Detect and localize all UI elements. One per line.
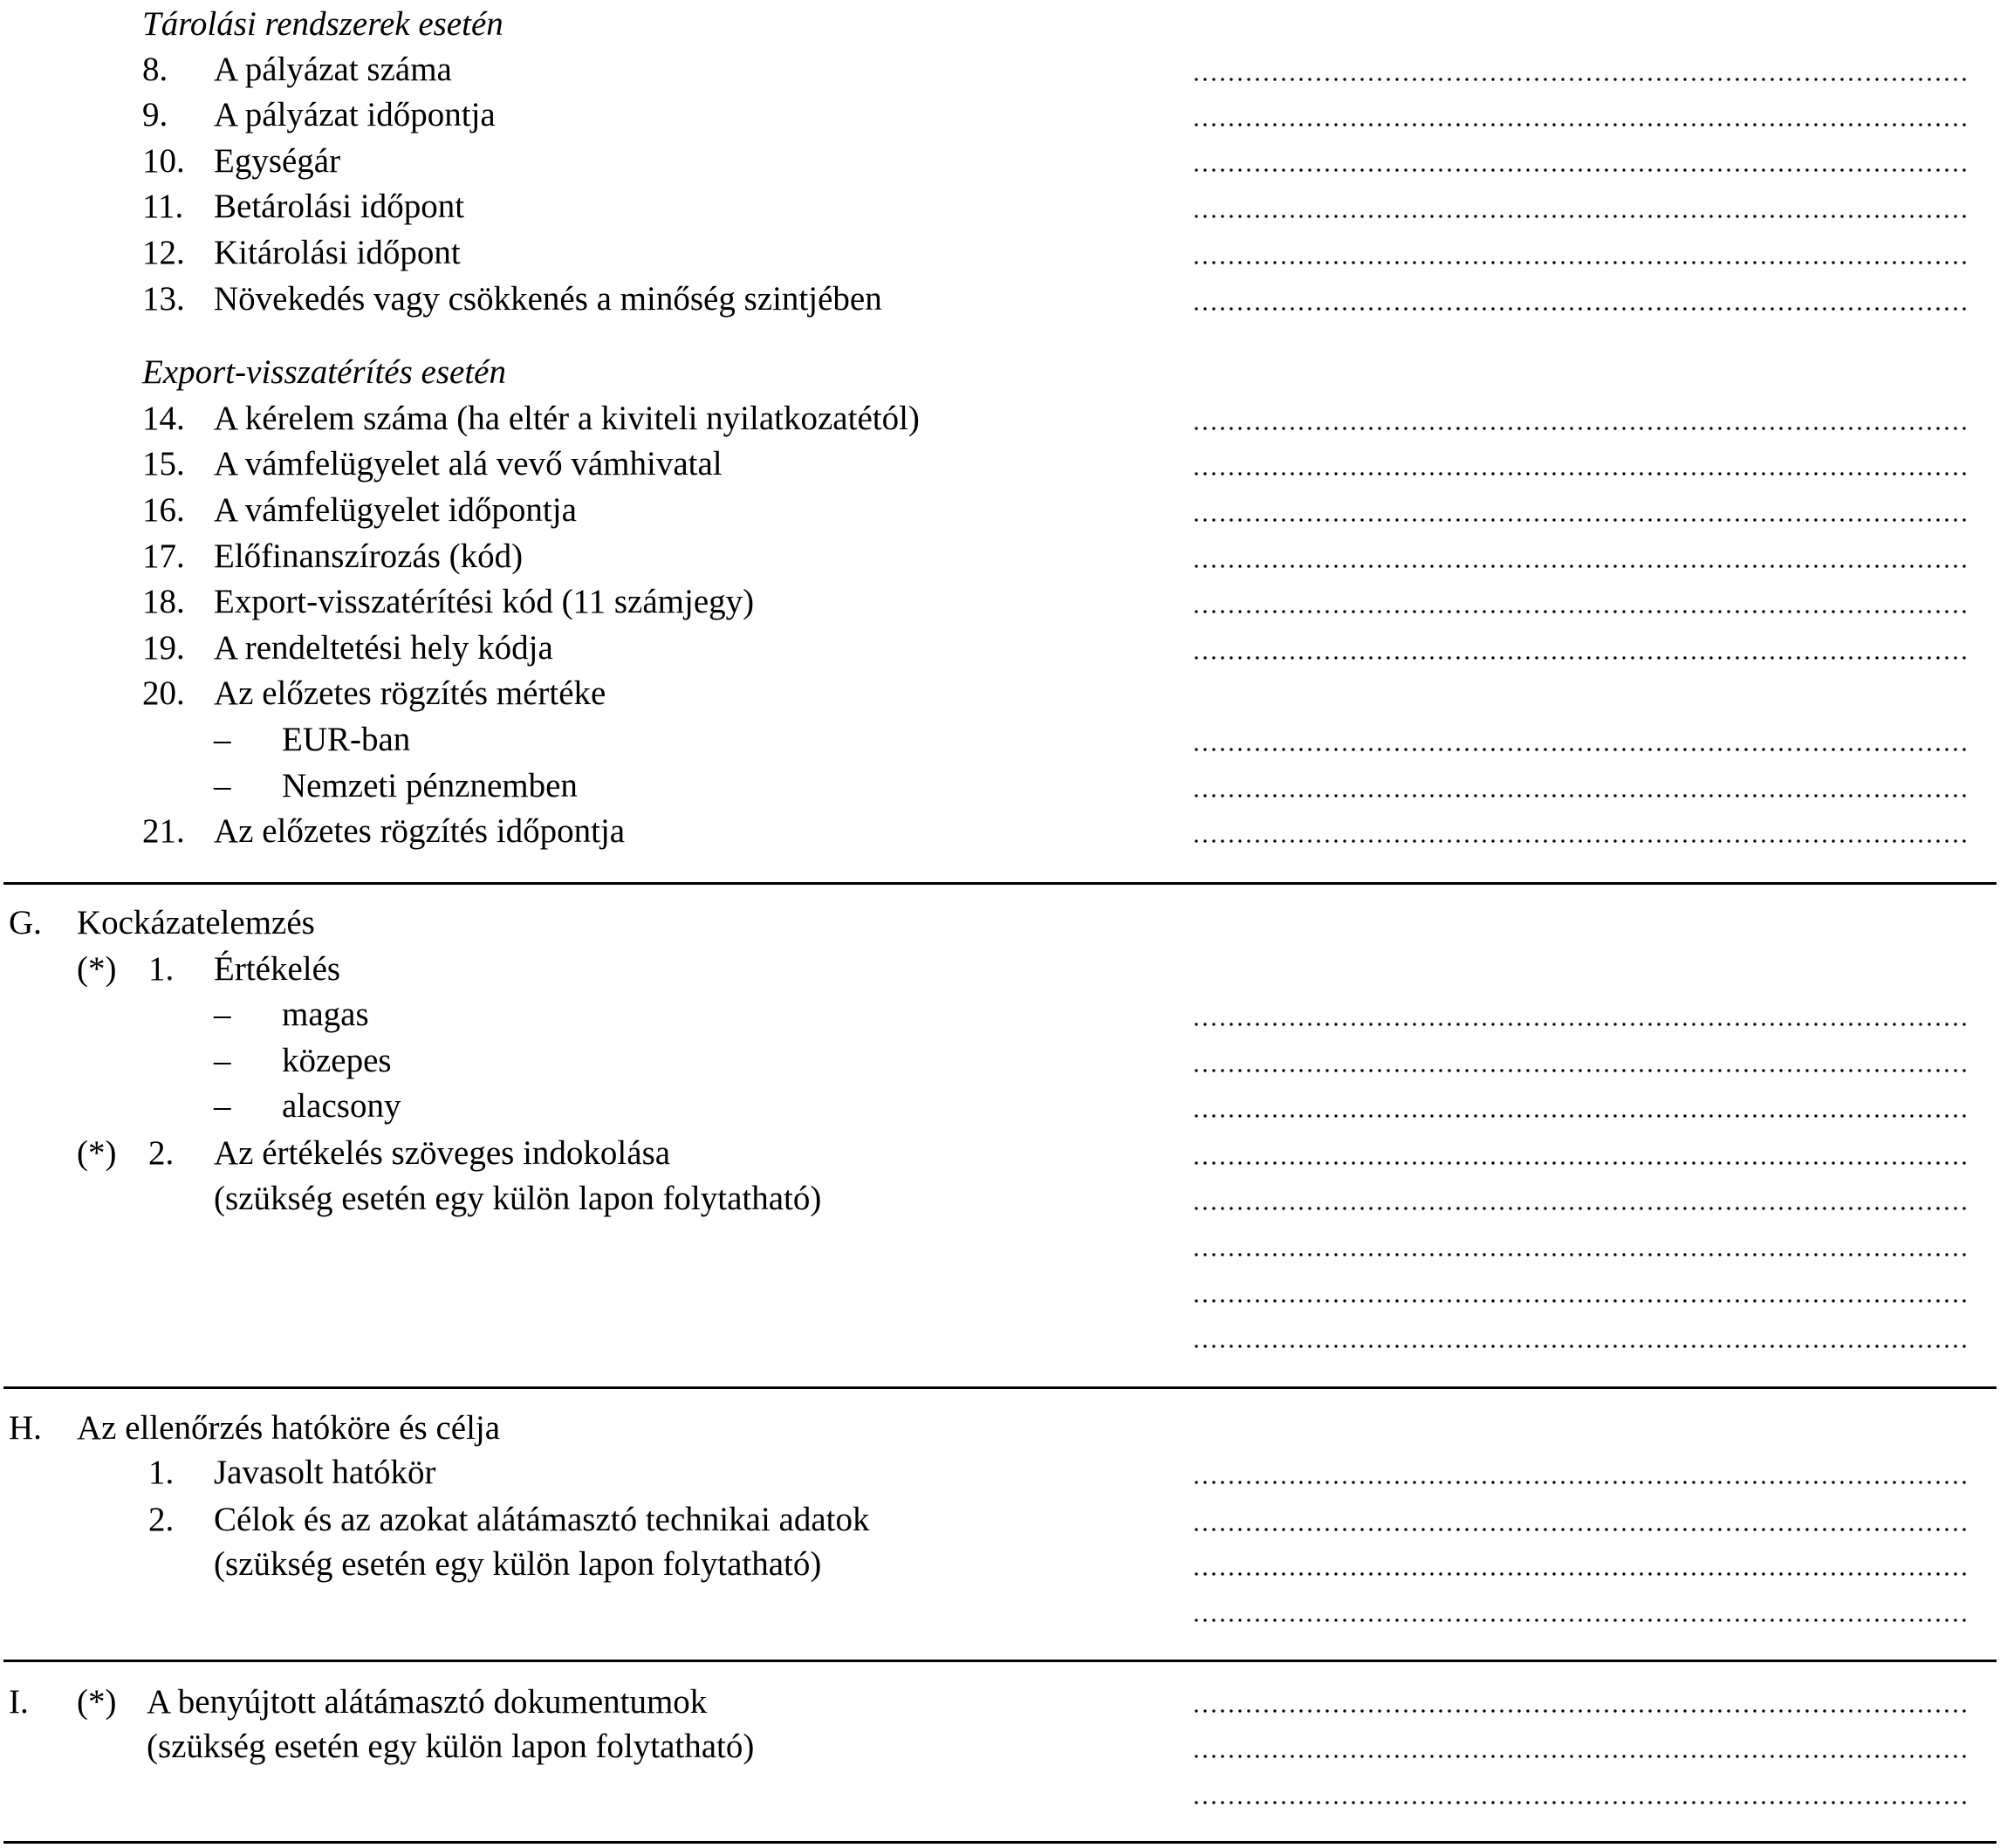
item-number: 2. xyxy=(148,1501,175,1538)
fill-in-field[interactable] xyxy=(1192,78,1967,81)
fill-in-field[interactable] xyxy=(1192,1207,1967,1210)
continuation-note: (szükség esetén egy külön lapon folytatható) xyxy=(214,1180,822,1217)
item-number: 19. xyxy=(142,629,185,667)
fill-in-field[interactable] xyxy=(1192,1023,1967,1026)
item-label: Előfinanszírozás (kód) xyxy=(214,537,524,575)
section-divider xyxy=(3,1660,1997,1662)
item-label: Kitárolási időpont xyxy=(214,234,461,271)
storage-systems-heading: Tárolási rendszerek esetén xyxy=(142,5,503,43)
fill-in-field[interactable] xyxy=(1192,307,1967,311)
fill-in-field[interactable] xyxy=(1192,565,1967,568)
item-label: A pályázat száma xyxy=(214,51,452,88)
rating-option-label: közepes xyxy=(282,1042,392,1079)
required-marker: (*) xyxy=(77,950,117,988)
item-number: 16. xyxy=(142,491,185,529)
fill-in-field[interactable] xyxy=(1192,1709,1967,1713)
section-title: Kockázatelemzés xyxy=(77,904,315,941)
fill-in-field[interactable] xyxy=(1192,518,1967,522)
section-title: Az ellenőrzés hatóköre és célja xyxy=(77,1409,501,1447)
fill-in-field[interactable] xyxy=(1192,794,1967,797)
section-title: A benyújtott alátámasztó dokumentumok xyxy=(147,1683,708,1721)
item-number: 8. xyxy=(142,51,168,88)
fill-in-field[interactable] xyxy=(1192,656,1967,660)
fill-in-field[interactable] xyxy=(1192,215,1967,218)
fill-in-field[interactable] xyxy=(1192,1572,1967,1576)
fill-in-field[interactable] xyxy=(1192,1801,1967,1804)
fill-in-field[interactable] xyxy=(1192,1299,1967,1303)
item-label: A kérelem száma (ha eltér a kiviteli nyilatkozatétól) xyxy=(214,400,920,437)
dash-bullet: – xyxy=(214,767,231,804)
fill-in-field[interactable] xyxy=(1192,1253,1967,1256)
section-divider xyxy=(3,882,1997,885)
item-label: A rendeltetési hely kódja xyxy=(214,629,553,667)
item-label: Az előzetes rögzítés időpontja xyxy=(214,812,626,850)
item-number: 21. xyxy=(142,812,185,850)
item-label: Értékelés xyxy=(214,950,341,988)
fill-in-field[interactable] xyxy=(1192,1161,1967,1165)
item-label: Növekedés vagy csökkenés a minőség szintjében xyxy=(214,280,882,318)
fill-in-field[interactable] xyxy=(1192,472,1967,476)
fill-in-field[interactable] xyxy=(1192,1481,1967,1484)
item-number: 2. xyxy=(148,1134,175,1172)
item-number: 20. xyxy=(142,674,185,712)
continuation-note: (szükség esetén egy külön lapon folytatható) xyxy=(214,1545,822,1583)
item-label: A vámfelügyelet alá vevő vámhivatal xyxy=(214,445,723,483)
item-number: 12. xyxy=(142,234,185,271)
fill-in-field[interactable] xyxy=(1192,168,1967,172)
required-marker: (*) xyxy=(77,1683,117,1721)
item-number: 18. xyxy=(142,583,185,620)
dash-bullet: – xyxy=(214,721,231,758)
fill-in-field[interactable] xyxy=(1192,1619,1967,1622)
item-number: 11. xyxy=(142,188,184,225)
required-marker: (*) xyxy=(77,1134,117,1172)
item-label: Javasolt hatókör xyxy=(214,1454,436,1491)
item-label: Export-visszatérítési kód (11 számjegy) xyxy=(214,583,755,620)
item-number: 17. xyxy=(142,537,185,575)
dash-bullet: – xyxy=(214,1087,231,1125)
fill-in-field[interactable] xyxy=(1192,261,1967,264)
item-label: Betárolási időpont xyxy=(214,188,465,225)
export-refund-heading: Export-visszatérítés esetén xyxy=(142,353,506,391)
fill-in-field[interactable] xyxy=(1192,610,1967,613)
section-divider xyxy=(3,1386,1997,1389)
fill-in-field[interactable] xyxy=(1192,748,1967,751)
item-label: Célok és az azokat alátámasztó technikai adatok xyxy=(214,1501,870,1538)
section-letter: G. xyxy=(9,904,42,941)
item-number: 10. xyxy=(142,142,185,180)
fill-in-field[interactable] xyxy=(1192,123,1967,127)
item-label: Egységár xyxy=(214,142,341,180)
section-letter: H. xyxy=(9,1409,42,1447)
item-label: Az értékelés szöveges indokolása xyxy=(214,1134,671,1172)
item-number: 13. xyxy=(142,280,185,318)
fill-in-field[interactable] xyxy=(1192,1755,1967,1758)
rating-option-label: magas xyxy=(282,996,369,1033)
subitem-label: Nemzeti pénznemben xyxy=(282,767,578,804)
item-number: 14. xyxy=(142,400,185,437)
item-label: Az előzetes rögzítés mértéke xyxy=(214,674,606,712)
fill-in-field[interactable] xyxy=(1192,1069,1967,1072)
fill-in-field[interactable] xyxy=(1192,427,1967,430)
item-number: 15. xyxy=(142,445,185,483)
section-divider xyxy=(3,1841,1997,1844)
continuation-note: (szükség esetén egy külön lapon folytatható) xyxy=(147,1728,755,1765)
item-label: A pályázat időpontja xyxy=(214,96,496,133)
fill-in-field[interactable] xyxy=(1192,839,1967,843)
item-label: A vámfelügyelet időpontja xyxy=(214,491,577,529)
item-number: 1. xyxy=(148,1454,175,1491)
rating-option-label: alacsony xyxy=(282,1087,401,1125)
item-number: 9. xyxy=(142,96,168,133)
dash-bullet: – xyxy=(214,996,231,1033)
fill-in-field[interactable] xyxy=(1192,1528,1967,1531)
fill-in-field[interactable] xyxy=(1192,1345,1967,1348)
item-number: 1. xyxy=(148,950,175,988)
section-letter: I. xyxy=(9,1683,29,1721)
subitem-label: EUR-ban xyxy=(282,721,411,758)
dash-bullet: – xyxy=(214,1042,231,1079)
fill-in-field[interactable] xyxy=(1192,1114,1967,1118)
